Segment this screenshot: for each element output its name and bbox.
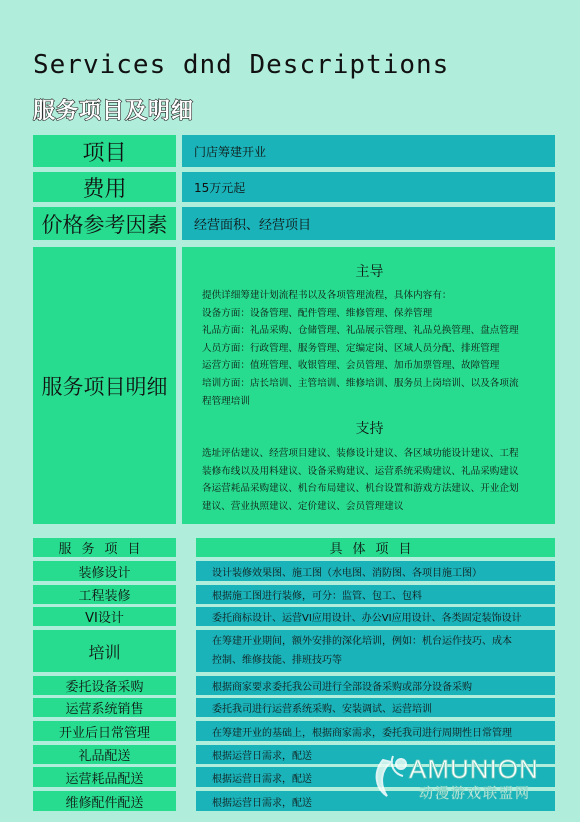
lead-item: 设备方面：设备管理、配件管理、维修管理、保养管理 bbox=[202, 307, 433, 319]
watermark-brand: AMUNION bbox=[409, 754, 539, 784]
service-detail-panel bbox=[182, 247, 555, 524]
table-row-name: VI设计 bbox=[33, 607, 176, 626]
table-row-desc: 根据运营日需求，配送 bbox=[196, 745, 555, 764]
cost-label: 费用 bbox=[33, 172, 176, 202]
project-label: 项目 bbox=[33, 135, 176, 167]
table-row-desc: 委托商标设计、运营VI应用设计、办公VI应用设计、各类固定装饰设计 bbox=[196, 607, 555, 626]
price-factor-value: 经营面积、经营项目 bbox=[182, 207, 555, 240]
table-header-service: 服务项目 bbox=[33, 538, 176, 557]
support-line: 装修布线以及用料建议、设备采购建议、运营系统采购建议、礼品采购建议 bbox=[202, 465, 519, 477]
table-row-name: 维修配件配送 bbox=[33, 791, 176, 811]
support-text bbox=[200, 445, 539, 515]
support-line: 各运营耗品采购建议、机台布局建议、机台设置和游戏方法建议、开业企划 bbox=[202, 483, 519, 495]
table-row-desc: 根据运营日需求，配送 bbox=[196, 767, 555, 787]
table-row-desc: 设计装修效果图、施工图（水电图、消防图、各项目施工图） bbox=[196, 561, 555, 581]
price-factor-label: 价格参考因素 bbox=[33, 207, 176, 240]
lead-heading: 主导 bbox=[355, 264, 384, 280]
table-row-desc: 根据施工图进行装修，可分：监管、包工、包料 bbox=[196, 585, 555, 604]
table-row-desc-line: 在筹建开业期间，额外安排的深化培训，例如：机台运作技巧、成本 bbox=[212, 636, 512, 647]
table-row-desc: 在筹建开业的基础上，根据商家需求，委托我司进行周期性日常管理 bbox=[196, 721, 555, 741]
lead-item: 运营方面：值班管理、收银管理、会员管理、加币加票管理、故障管理 bbox=[202, 360, 500, 372]
service-detail-label: 服务项目明细 bbox=[33, 247, 176, 524]
lead-item: 培训方面：店长培训、主管培训、维修培训、服务员上岗培训、以及各项流 bbox=[202, 377, 519, 389]
table-row-name: 礼品配送 bbox=[33, 745, 176, 764]
watermark-subtitle: 动漫游戏联盟网 bbox=[419, 786, 531, 802]
amunion-watermark bbox=[365, 748, 565, 808]
lead-item: 礼品方面：礼品采购、仓储管理、礼品展示管理、礼品兑换管理、盘点管理 bbox=[202, 325, 519, 337]
page-title-chinese: 服务项目及明细 bbox=[33, 99, 195, 124]
table-row-desc: 根据运营日需求，配送 bbox=[196, 791, 555, 811]
table-row-desc: 根据商家要求委托我公司进行全部设备采购或部分设备采购 bbox=[196, 676, 555, 695]
table-row-name: 开业后日常管理 bbox=[33, 721, 176, 741]
table-row-name: 运营系统销售 bbox=[33, 698, 176, 717]
lead-list bbox=[200, 305, 539, 411]
support-heading: 支持 bbox=[355, 421, 384, 438]
table-row-name: 装修设计 bbox=[33, 561, 176, 581]
page-title-english: Services dnd Descriptions bbox=[33, 50, 450, 80]
table-row-name: 运营耗品配送 bbox=[33, 767, 176, 787]
table-header-detail: 具体项目 bbox=[196, 538, 555, 557]
table-row-desc: 委托我司进行运营系统采购、安装调试、运营培训 bbox=[196, 698, 555, 717]
lead-item: 人员方面：行政管理、服务管理、定编定岗、区域人员分配、排班管理 bbox=[202, 342, 500, 354]
watermark-logo-icon bbox=[377, 756, 406, 796]
support-line: 选址评估建议、经营项目建议、装修设计建议、各区域功能设计建议、工程 bbox=[202, 448, 519, 460]
table-row-name: 培训 bbox=[33, 630, 176, 672]
table-row-name: 委托设备采购 bbox=[33, 676, 176, 695]
cost-value: 15万元起 bbox=[182, 172, 555, 202]
lead-item: 程管理培训 bbox=[202, 395, 250, 407]
table-row-name: 工程装修 bbox=[33, 585, 176, 604]
project-value: 门店筹建开业 bbox=[182, 135, 555, 167]
table-row-desc bbox=[196, 630, 555, 672]
table-row-desc-line: 控制、维修技能、排班技巧等 bbox=[212, 655, 342, 666]
support-line: 建议、营业执照建议、定价建议、会员管理建议 bbox=[202, 500, 404, 512]
intro-text: 提供详细筹建计划流程书以及各项管理流程，具体内容有： bbox=[202, 290, 452, 301]
